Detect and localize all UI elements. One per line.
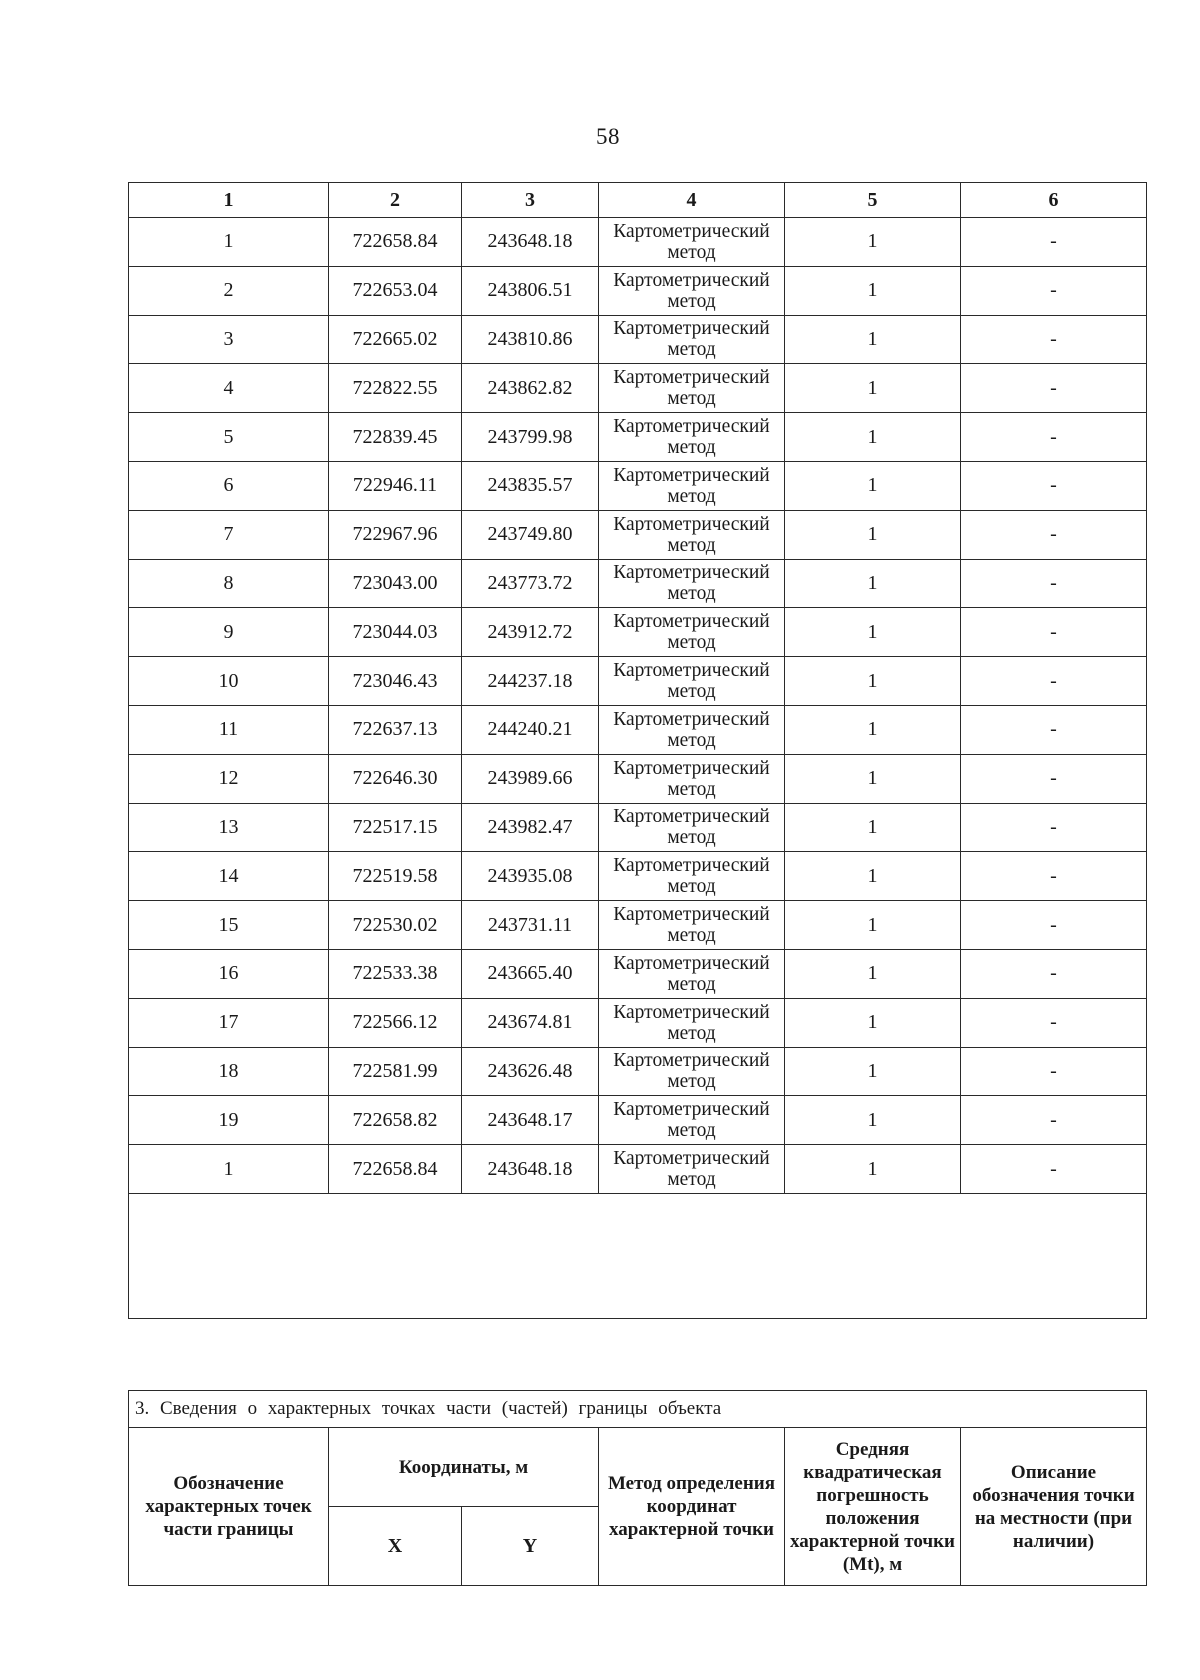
table-row: [129, 510, 1147, 559]
point-number: 11: [129, 705, 329, 754]
x-coordinate: 722658.84: [329, 218, 462, 267]
x-coordinate: 722517.15: [329, 803, 462, 852]
method: Картометрический метод: [599, 315, 785, 364]
error-value: 1: [785, 266, 961, 315]
description: -: [961, 510, 1147, 559]
empty-cell: [129, 1193, 1147, 1318]
x-coordinate: 722581.99: [329, 1047, 462, 1096]
method: Картометрический метод: [599, 461, 785, 510]
error-value: 1: [785, 413, 961, 462]
error-value: 1: [785, 803, 961, 852]
section-title: 3. Сведения о характерных точках части (частей) границы объекта: [129, 1391, 1147, 1428]
coordinates-table: [128, 182, 1147, 1319]
point-number: 9: [129, 608, 329, 657]
y-coordinate: 244237.18: [462, 657, 599, 706]
y-coordinate: 243835.57: [462, 461, 599, 510]
x-coordinate: 722533.38: [329, 949, 462, 998]
method: Картометрический метод: [599, 949, 785, 998]
x-coordinate: 723043.00: [329, 559, 462, 608]
table-row: [129, 901, 1147, 950]
method-header: Метод определения координат характерной точки: [599, 1428, 785, 1586]
method: Картометрический метод: [599, 657, 785, 706]
error-value: 1: [785, 657, 961, 706]
point-number: 3: [129, 315, 329, 364]
y-coordinate: 243648.18: [462, 218, 599, 267]
point-number: 8: [129, 559, 329, 608]
point-number: 5: [129, 413, 329, 462]
method: Картометрический метод: [599, 1047, 785, 1096]
x-coordinate: 722967.96: [329, 510, 462, 559]
error-value: 1: [785, 1096, 961, 1145]
point-number: 1: [129, 1145, 329, 1194]
coordinates-header: Координаты, м: [329, 1428, 599, 1507]
point-number: 15: [129, 901, 329, 950]
error-value: 1: [785, 608, 961, 657]
header-row: [129, 1428, 1147, 1507]
error-value: 1: [785, 901, 961, 950]
error-value: 1: [785, 559, 961, 608]
x-coordinate: 723046.43: [329, 657, 462, 706]
error-value: 1: [785, 1047, 961, 1096]
description: -: [961, 657, 1147, 706]
x-coordinate: 722566.12: [329, 998, 462, 1047]
y-coordinate: 243935.08: [462, 852, 599, 901]
x-coordinate: 722653.04: [329, 266, 462, 315]
method: Картометрический метод: [599, 1096, 785, 1145]
error-value: 1: [785, 705, 961, 754]
y-coordinate: 244240.21: [462, 705, 599, 754]
y-header: Y: [462, 1507, 599, 1586]
table-row: [129, 1096, 1147, 1145]
point-number: 12: [129, 754, 329, 803]
table-row: [129, 413, 1147, 462]
method: Картометрический метод: [599, 705, 785, 754]
point-number: 6: [129, 461, 329, 510]
y-coordinate: 243810.86: [462, 315, 599, 364]
y-coordinate: 243665.40: [462, 949, 599, 998]
column-number: 5: [785, 183, 961, 218]
description-header: Описание обозначения точки на местности (при наличии): [961, 1428, 1147, 1586]
x-coordinate: 722530.02: [329, 901, 462, 950]
description: -: [961, 559, 1147, 608]
point-number: 2: [129, 266, 329, 315]
x-coordinate: 722665.02: [329, 315, 462, 364]
error-value: 1: [785, 852, 961, 901]
description: -: [961, 949, 1147, 998]
column-number: 4: [599, 183, 785, 218]
x-coordinate: 722646.30: [329, 754, 462, 803]
description: -: [961, 998, 1147, 1047]
x-coordinate: 722658.82: [329, 1096, 462, 1145]
method: Картометрический метод: [599, 413, 785, 462]
method: Картометрический метод: [599, 364, 785, 413]
y-coordinate: 243773.72: [462, 559, 599, 608]
method: Картометрический метод: [599, 510, 785, 559]
y-coordinate: 243674.81: [462, 998, 599, 1047]
description: -: [961, 218, 1147, 267]
description: -: [961, 1047, 1147, 1096]
error-value: 1: [785, 1145, 961, 1194]
y-coordinate: 243731.11: [462, 901, 599, 950]
column-number: 3: [462, 183, 599, 218]
x-coordinate: 723044.03: [329, 608, 462, 657]
error-value: 1: [785, 364, 961, 413]
description: -: [961, 901, 1147, 950]
y-coordinate: 243626.48: [462, 1047, 599, 1096]
column-number: 1: [129, 183, 329, 218]
x-coordinate: 722839.45: [329, 413, 462, 462]
point-number: 17: [129, 998, 329, 1047]
column-number: 6: [961, 183, 1147, 218]
y-coordinate: 243648.17: [462, 1096, 599, 1145]
x-coordinate: 722946.11: [329, 461, 462, 510]
empty-row: [129, 1193, 1147, 1318]
y-coordinate: 243648.18: [462, 1145, 599, 1194]
y-coordinate: 243862.82: [462, 364, 599, 413]
error-value: 1: [785, 218, 961, 267]
point-number: 16: [129, 949, 329, 998]
point-number: 18: [129, 1047, 329, 1096]
table-row: [129, 266, 1147, 315]
y-coordinate: 243799.98: [462, 413, 599, 462]
table-row: [129, 608, 1147, 657]
error-value: 1: [785, 998, 961, 1047]
method: Картометрический метод: [599, 754, 785, 803]
table-row: [129, 1047, 1147, 1096]
column-number-row: [129, 183, 1147, 218]
column-number: 2: [329, 183, 462, 218]
method: Картометрический метод: [599, 852, 785, 901]
section-title-row: [129, 1391, 1147, 1428]
point-number: 7: [129, 510, 329, 559]
y-coordinate: 243912.72: [462, 608, 599, 657]
table-row: [129, 754, 1147, 803]
table-row: [129, 949, 1147, 998]
point-number: 14: [129, 852, 329, 901]
table-row: [129, 218, 1147, 267]
method: Картометрический метод: [599, 998, 785, 1047]
method: Картометрический метод: [599, 803, 785, 852]
table-row: [129, 657, 1147, 706]
table-row: [129, 315, 1147, 364]
description: -: [961, 315, 1147, 364]
description: -: [961, 705, 1147, 754]
error-value: 1: [785, 949, 961, 998]
table-row: [129, 998, 1147, 1047]
method: Картометрический метод: [599, 218, 785, 267]
table-row: [129, 803, 1147, 852]
description: -: [961, 803, 1147, 852]
table-row: [129, 852, 1147, 901]
table-row: [129, 559, 1147, 608]
method: Картометрический метод: [599, 1145, 785, 1194]
description: -: [961, 461, 1147, 510]
description: -: [961, 364, 1147, 413]
x-coordinate: 722637.13: [329, 705, 462, 754]
error-value: 1: [785, 315, 961, 364]
error-value: 1: [785, 510, 961, 559]
x-coordinate: 722822.55: [329, 364, 462, 413]
table-row: [129, 705, 1147, 754]
point-number: 1: [129, 218, 329, 267]
x-coordinate: 722658.84: [329, 1145, 462, 1194]
description: -: [961, 266, 1147, 315]
table-row: [129, 1145, 1147, 1194]
x-coordinate: 722519.58: [329, 852, 462, 901]
point-number: 19: [129, 1096, 329, 1145]
error-value: 1: [785, 461, 961, 510]
description: -: [961, 754, 1147, 803]
boundary-part-points-table: [128, 1390, 1147, 1586]
method: Картометрический метод: [599, 559, 785, 608]
method: Картометрический метод: [599, 266, 785, 315]
y-coordinate: 243806.51: [462, 266, 599, 315]
x-header: X: [329, 1507, 462, 1586]
method: Картометрический метод: [599, 901, 785, 950]
description: -: [961, 1096, 1147, 1145]
description: -: [961, 852, 1147, 901]
y-coordinate: 243989.66: [462, 754, 599, 803]
description: -: [961, 413, 1147, 462]
table-row: [129, 461, 1147, 510]
description: -: [961, 608, 1147, 657]
point-number: 13: [129, 803, 329, 852]
error-header: Средняя квадратическая погрешность положения характерной точки (Mt), м: [785, 1428, 961, 1586]
y-coordinate: 243749.80: [462, 510, 599, 559]
description: -: [961, 1145, 1147, 1194]
point-number: 10: [129, 657, 329, 706]
page-number: 58: [596, 124, 620, 149]
error-value: 1: [785, 754, 961, 803]
table-row: [129, 364, 1147, 413]
designation-header: Обозначение характерных точек части границы: [129, 1428, 329, 1586]
point-number: 4: [129, 364, 329, 413]
method: Картометрический метод: [599, 608, 785, 657]
y-coordinate: 243982.47: [462, 803, 599, 852]
